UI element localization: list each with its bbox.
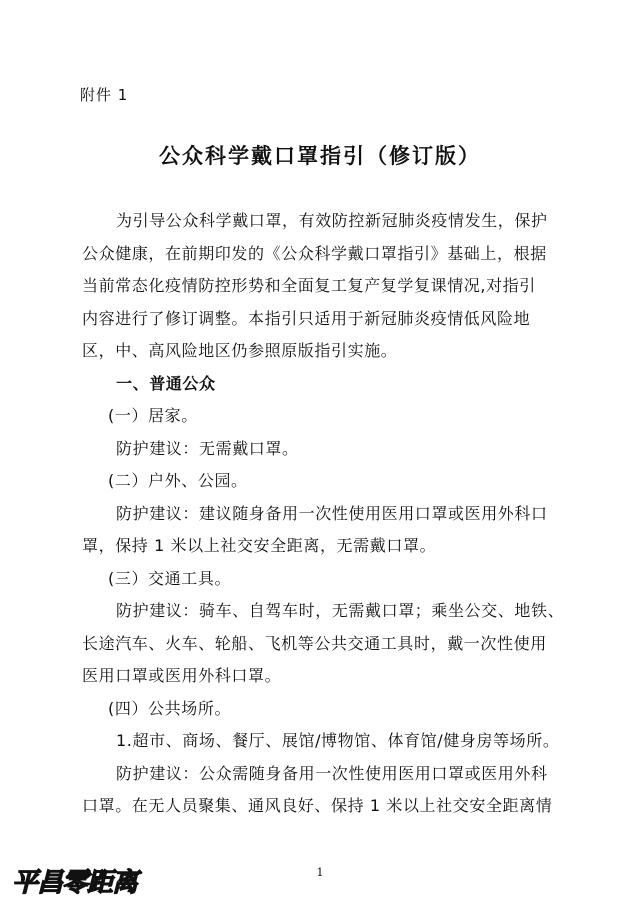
- watermark-logo: 平昌零距离: [12, 868, 138, 898]
- subsection-heading: (一）居家。: [108, 406, 198, 425]
- paragraph-line: 公众健康，在前期印发的《公众科学戴口罩指引》基础上，根据: [82, 243, 547, 263]
- subsection-heading: (二）户外、公园。: [108, 471, 248, 490]
- document-title: 公众科学戴口罩指引（修订版）: [159, 144, 481, 168]
- subsection-heading: (三）交通工具。: [108, 568, 232, 588]
- paragraph-line: 内容进行了修订调整。本指引只适用于新冠肺炎疫情低风险地: [82, 308, 531, 328]
- paragraph-line: 医用口罩或医用外科口罩。: [82, 666, 282, 685]
- subsection-heading: (四）公共场所。: [108, 698, 232, 718]
- paragraph-line: 罩，保持 1 米以上社交安全距离，无需戴口罩。: [82, 536, 437, 555]
- document-body: [82, 205, 566, 823]
- paragraph-line: 防护建议：骑车、自驾车时，无需戴口罩；乘坐公交、地铁、: [116, 601, 565, 620]
- paragraph-line: 1.超市、商场、餐厅、展馆/博物馆、体育馆/健身房等场所。: [116, 731, 560, 750]
- paragraph-line: 当前常态化疫情防控形势和全面复工复产复学复课情况,对指引: [82, 276, 536, 295]
- attachment-label: 附件 1: [80, 86, 129, 104]
- paragraph-line: 防护建议：无需戴口罩。: [116, 438, 299, 458]
- paragraph-line: 防护建议：公众需随身备用一次性使用医用口罩或医用外科: [116, 763, 548, 783]
- paragraph-line: 区，中、高风险地区仍参照原版指引实施。: [82, 341, 398, 360]
- page-number: 1: [316, 866, 324, 879]
- section-heading: 一、普通公众: [116, 373, 216, 393]
- paragraph-line: 口罩。在无人员聚集、通风良好、保持 1 米以上社交安全距离情: [82, 796, 553, 815]
- paragraph-line: 为引导公众科学戴口罩，有效防控新冠肺炎疫情发生，保护: [116, 211, 548, 230]
- paragraph-line: 防护建议：建议随身备用一次性使用医用口罩或医用外科口: [116, 503, 548, 523]
- paragraph-line: 长途汽车、火车、轮船、飞机等公共交通工具时，戴一次性使用: [82, 633, 547, 653]
